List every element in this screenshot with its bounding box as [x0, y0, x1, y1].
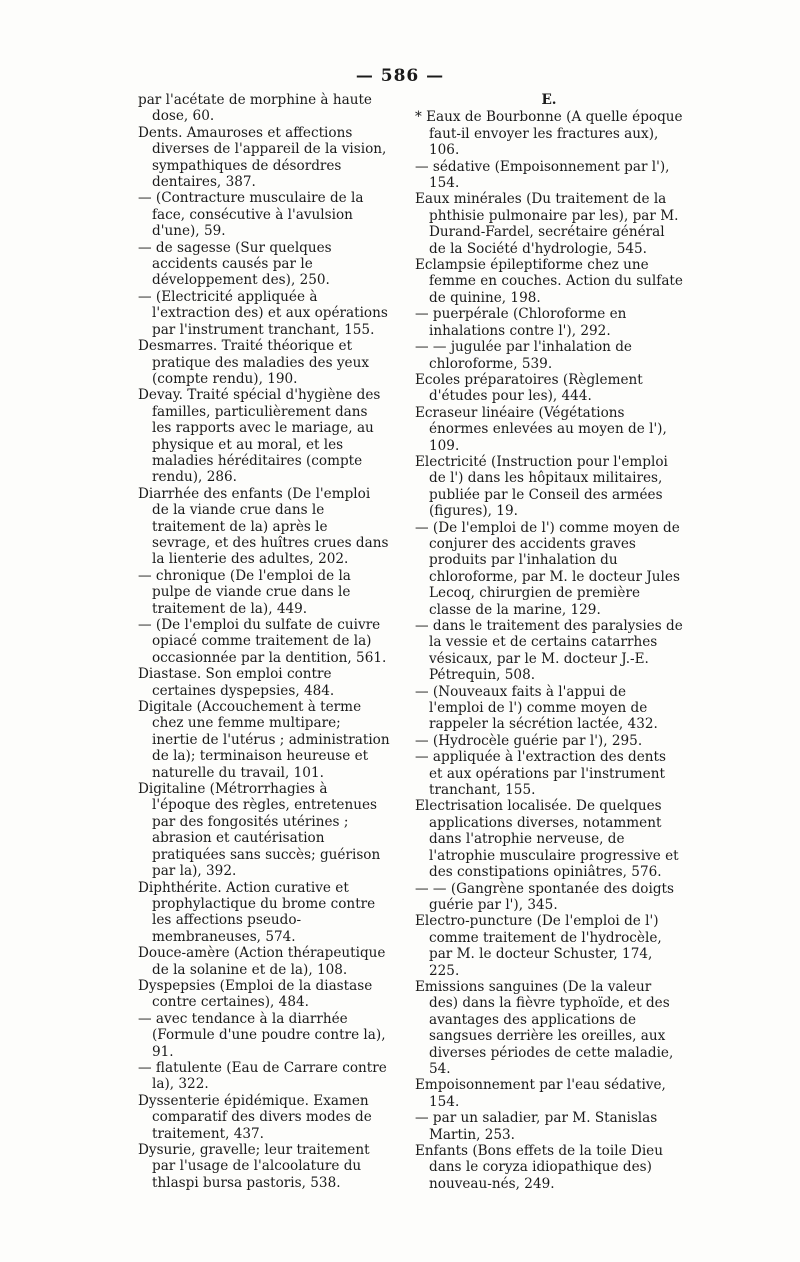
index-entry: Empoisonnement par l'eau sédative, 154.: [415, 1077, 666, 1110]
index-entry: Digitaline (Métrorrhagies à l'époque des règles, entretenues par des fongosités utérines ; abrasion et cautérisation pratiquées sans succès; guérison par la), 392.: [138, 781, 381, 880]
index-entry: Emissions sanguines (De la valeur des) dans la fièvre typhoïde, et des avantages des applications de sangsues derrière les oreilles, aux diverses périodes de cette maladie, 54.: [415, 978, 674, 1077]
index-entry: — de sagesse (Sur quelques accidents causés par le développement des), 250.: [138, 239, 332, 289]
section-letter: E.: [541, 92, 557, 108]
index-entry: — avec tendance à la diarrhée (Formule d'une poudre contre la), 91.: [138, 1010, 386, 1060]
index-entry: — — (Gangrène spontanée des doigts guérie par l'), 345.: [415, 880, 674, 913]
index-entry: Ecoles préparatoires (Règlement d'études pour les), 444.: [415, 371, 643, 405]
index-entry: Dyssenterie épidémique. Examen comparatif des divers modes de traitement, 437.: [138, 1092, 372, 1142]
index-entry: Electro-puncture (De l'emploi de l') comme traitement de l'hydrocèle, par M. le docteur Schuster, 174, 225.: [415, 913, 662, 979]
index-entry: Diastase. Son emploi contre certaines dyspepsies, 484.: [138, 666, 335, 699]
index-entry: Diarrhée des enfants (De l'emploi de la viande crue dans le traitement de la) après le sevrage, et des huîtres crues dans la lienterie des adultes, 202.: [138, 485, 389, 568]
index-entry: Eaux minérales (Du traitement de la phthisie pulmonaire par les), par M. Durand-Fardel, secrétaire général de la Société d'hydrologie, 545.: [415, 191, 679, 257]
index-entry: Electricité (Instruction pour l'emploi de l') dans les hôpitaux militaires, publiée par le Conseil des armées (figures), 19.: [415, 453, 668, 520]
index-entry: Dyspepsies (Emploi de la diastase contre certaines), 484.: [138, 977, 373, 1011]
index-entry: — chronique (De l'emploi de la pulpe de viande crue dans le traitement de la), 449.: [138, 567, 351, 617]
index-entry: Dents. Amauroses et affections diverses de l'appareil de la vision, sympathiques de désordres dentaires, 387.: [138, 124, 387, 191]
page-number: — 586 —: [355, 66, 445, 86]
index-entry: Douce-amère (Action thérapeutique de la solanine et de la), 108.: [138, 945, 386, 978]
index-entry: Digitale (Accouchement à terme chez une femme multipare; inertie de l'utérus ; administration de la); terminaison heureuse et naturelle du travail, 101.: [138, 699, 390, 781]
index-entry: — (Nouveaux faits à l'appui de l'emploi de l') comme moyen de rappeler la sécrétion lactée, 432.: [415, 683, 658, 733]
index-entry: — (Hydrocèle guérie par l'), 295.: [415, 732, 643, 749]
index-entry: — sédative (Empoisonnement par l'), 154.: [415, 158, 670, 192]
index-entry: — (De l'emploi de l') comme moyen de conjurer des accidents graves produits par l'inhalation du chloroforme, par M. le docteur Jules Lecoq, chirurgien de première classe de la marine, 129.: [415, 519, 680, 618]
index-entry: Electrisation localisée. De quelques applications diverses, notamment dans l'atrophie nerveuse, de l'atrophie musculaire progressive et des constipations opiniâtres, 576.: [415, 798, 679, 881]
right-column: [415, 92, 683, 1192]
index-entry: — — jugulée par l'inhalation de chloroforme, 539.: [415, 339, 632, 372]
index-entry: Ecraseur linéaire (Végétations énormes enlevées au moyen de l'), 109.: [415, 404, 667, 454]
index-entry: — puerpérale (Chloroforme en inhalations contre l'), 292.: [415, 306, 627, 339]
index-entry: * Eaux de Bourbonne (A quelle époque faut-il envoyer les fractures aux), 106.: [415, 109, 683, 159]
index-entry: — (Electricité appliquée à l'extraction des) et aux opérations par l'instrument tranchant, 155.: [138, 288, 388, 338]
index-entry: — (De l'emploi du sulfate de cuivre opiacé comme traitement de la) occasionnée par la dentition, 561.: [138, 617, 387, 666]
index-entry: — dans le traitement des paralysies de la vessie et de certains catarrhes vésicaux, par le M. docteur J.-E. Pétrequin, 508.: [415, 618, 683, 684]
left-column: [138, 92, 390, 1191]
index-entry: Diphthérite. Action curative et prophylactique du brome contre les affections pseudo-membraneuses, 574.: [138, 879, 376, 945]
index-entry: par l'acétate de morphine à haute dose, 60.: [138, 92, 372, 125]
index-entry: — (Contracture musculaire de la face, consécutive à l'avulsion d'une), 59.: [138, 190, 364, 240]
index-entry: Eclampsie épileptiforme chez une femme en couches. Action du sulfate de quinine, 198.: [415, 257, 683, 306]
index-entry: Dysurie, gravelle; leur traitement par l'usage de l'alcoolature du thlaspi bursa pastoris, 538.: [138, 1142, 370, 1191]
index-entry: — appliquée à l'extraction des dents et aux opérations par l'instrument tranchant, 155.: [415, 749, 666, 799]
index-entry: Enfants (Bons effets de la toile Dieu dans le coryza idiopathique des) nouveau-nés, 249.: [415, 1143, 663, 1192]
index-entry: — par un saladier, par M. Stanislas Martin, 253.: [415, 1110, 658, 1143]
index-entry: Devay. Traité spécial d'hygiène des familles, particulièrement dans les rapports avec le mariage, au physique et au moral, et les maladies héréditaires (compte rendu), 286.: [138, 387, 381, 486]
index-entry: — flatulente (Eau de Carrare contre la), 322.: [138, 1059, 387, 1093]
index-entry: Desmarres. Traité théorique et pratique des maladies des yeux (compte rendu), 190.: [138, 338, 370, 387]
